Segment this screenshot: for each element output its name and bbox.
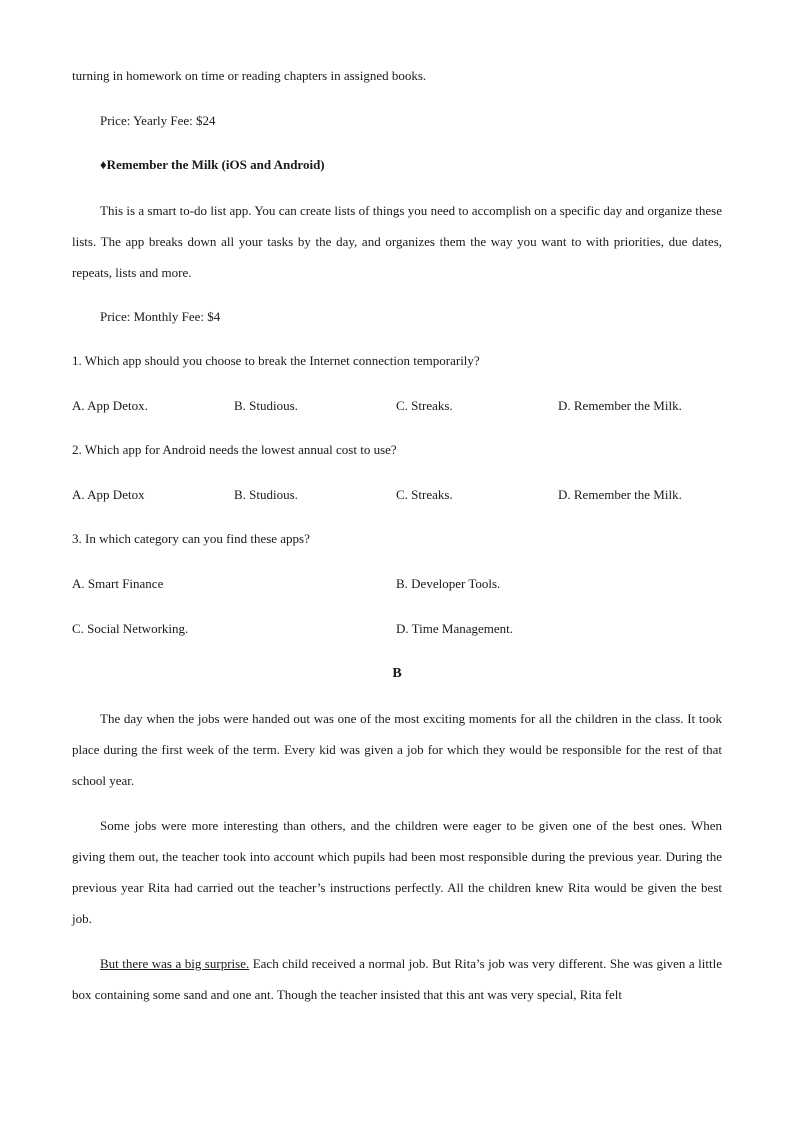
passage-paragraph-3 <box>72 948 722 1010</box>
q3-option-b: B. Developer Tools. <box>396 576 501 591</box>
q2-option-a: A. App Detox <box>72 487 145 502</box>
q1-option-c: C. Streaks. <box>396 398 453 413</box>
q2-option-c: C. Streaks. <box>396 487 453 502</box>
price-yearly: Price: Yearly Fee: $24 <box>100 113 216 128</box>
passage-paragraph-2: Some jobs were more interesting than others, and the children were eager to be given one of the best ones. When giving them out, the teacher took into account which pupils had been most responsible during the previous year. During the previous year Rita had carried out the teacher’s instructions perfectly. All the children knew Rita would be given the best job. <box>72 818 722 926</box>
app-description: This is a smart to-do list app. You can create lists of things you need to accomplish on a specific day and organize these lists. The app breaks down all your tasks by the day, and organizes them the way you want to with priorities, due dates, repeats, lists and more. <box>72 203 722 280</box>
q3-option-a: A. Smart Finance <box>72 576 164 591</box>
app-heading: ♦Remember the Milk (iOS and Android) <box>100 157 325 172</box>
passage-paragraph-1: The day when the jobs were handed out was one of the most exciting moments for all the children in the class. It took place during the first week of the term. Every kid was given a job for which they would be responsible for the rest of that school year. <box>72 711 722 788</box>
underlined-sentence: But there was a big surprise. <box>100 956 250 971</box>
question-2: 2. Which app for Android needs the lowest annual cost to use? <box>72 442 397 457</box>
text-line: turning in homework on time or reading chapters in assigned books. <box>72 68 427 83</box>
q1-option-b: B. Studious. <box>234 398 298 413</box>
q1-option-a: A. App Detox. <box>72 398 148 413</box>
section-label: B <box>392 666 402 681</box>
question-3: 3. In which category can you find these apps? <box>72 531 310 546</box>
question-1: 1. Which app should you choose to break the Internet connection temporarily? <box>72 353 480 368</box>
q2-option-d: D. Remember the Milk. <box>558 487 682 502</box>
q3-option-d: D. Time Management. <box>396 621 513 636</box>
paragraph-text: Each child received a normal job. But Rita’s job was very different. She was given a little box containing some sand and one ant. Though the teacher insisted that this ant was very special, Rita felt <box>72 956 722 1002</box>
q1-option-d: D. Remember the Milk. <box>558 398 682 413</box>
q2-option-b: B. Studious. <box>234 487 298 502</box>
price-monthly: Price: Monthly Fee: $4 <box>100 309 221 324</box>
q3-option-c: C. Social Networking. <box>72 621 189 636</box>
